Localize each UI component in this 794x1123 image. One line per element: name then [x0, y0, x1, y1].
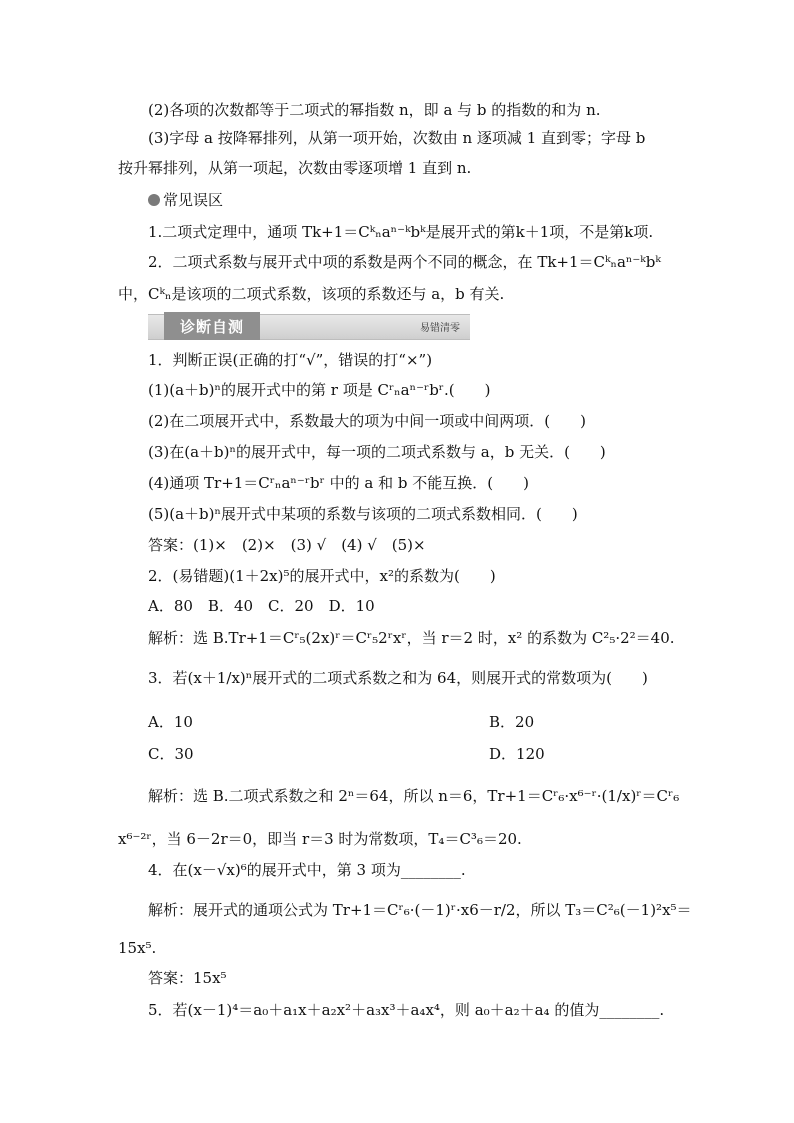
section-banner [148, 314, 470, 340]
text-line: 中，Cᵏₙ是该项的二项式系数，该项的系数还与 a，b 有关. [118, 285, 505, 303]
solution-line: 解析：展开式的通项公式为 Tr+1＝Cʳ₆·(－1)ʳ·x6－r/2，所以 T₃＝C²₆(－1)²x⁵＝ [148, 901, 692, 919]
text-line: 2．二项式系数与展开式中项的系数是两个不同的概念，在 Tk+1＝Cᵏₙaⁿ⁻ᵏbᵏ [148, 253, 661, 271]
solution-line: 15x⁵. [118, 939, 157, 957]
text-line: (2)在二项展开式中，系数最大的项为中间一项或中间两项．( ) [148, 412, 586, 430]
text-line: (3)字母 a 按降幂排列，从第一项开始，次数由 n 逐项减 1 直到零；字母 b [148, 129, 646, 147]
text-line: (1)(a＋b)ⁿ的展开式中的第 r 项是 Cʳₙaⁿ⁻ʳbʳ.( ) [148, 381, 491, 399]
bulb-icon [148, 194, 160, 206]
banner-subtitle: 易错清零 [420, 323, 460, 334]
text-line: (2)各项的次数都等于二项式的幂指数 n，即 a 与 b 的指数的和为 n. [148, 101, 601, 119]
text-line: (3)在(a＋b)ⁿ的展开式中，每一项的二项式系数与 a，b 无关．( ) [148, 443, 606, 461]
text-line: 5．若(x－1)⁴＝a₀＋a₁x＋a₂x²＋a₃x³＋a₄x⁴，则 a₀＋a₂＋a₄ 的值为________. [148, 1001, 665, 1019]
option-d: D．120 [489, 745, 545, 763]
solution-line: 解析：选 B.Tr+1＝Cʳ₅(2x)ʳ＝Cʳ₅2ʳxʳ，当 r＝2 时，x² 的系数为 C²₅·2²＝40. [148, 629, 675, 647]
text-line: (4)通项 Tr+1＝Cʳₙaⁿ⁻ʳbʳ 中的 a 和 b 不能互换．( ) [148, 474, 529, 492]
option-a: A．10 [148, 713, 193, 731]
text-line: 4．在(x－√x)⁶的展开式中，第 3 项为________. [148, 861, 466, 879]
text-line: 按升幂排列，从第一项起，次数由零逐项增 1 直到 n. [118, 159, 472, 177]
options-line: A．80 B．40 C．20 D．10 [148, 597, 375, 615]
text-line: 2．(易错题)(1＋2x)⁵的展开式中，x²的系数为( ) [148, 567, 496, 585]
text-line: 3．若(x＋1/x)ⁿ展开式的二项式系数之和为 64，则展开式的常数项为( ) [148, 669, 648, 687]
solution-line: 解析：选 B.二项式系数之和 2ⁿ＝64，所以 n＝6，Tr+1＝Cʳ₆·x⁶⁻ʳ·(1/x)ʳ＝Cʳ₆ [148, 787, 680, 805]
section-heading: 常见误区 [148, 190, 223, 210]
answer-line: 答案：15x⁵ [148, 969, 227, 987]
text-line: (5)(a＋b)ⁿ展开式中某项的系数与该项的二项式系数相同．( ) [148, 505, 578, 523]
option-b: B．20 [489, 713, 535, 731]
text-line: 1.二项式定理中，通项 Tk+1＝Cᵏₙaⁿ⁻ᵏbᵏ是展开式的第k＋1项，不是第k项. [148, 223, 654, 241]
banner-title: 诊断自测 [164, 312, 260, 340]
answer-line: 答案：(1)× (2)× (3) √ (4) √ (5)× [148, 536, 426, 554]
solution-line: x⁶⁻²ʳ，当 6－2r＝0，即当 r＝3 时为常数项，T₄＝C³₆＝20. [118, 830, 522, 848]
text-line: 1．判断正误(正确的打“√”，错误的打“×”) [148, 351, 433, 369]
option-c: C．30 [148, 745, 194, 763]
